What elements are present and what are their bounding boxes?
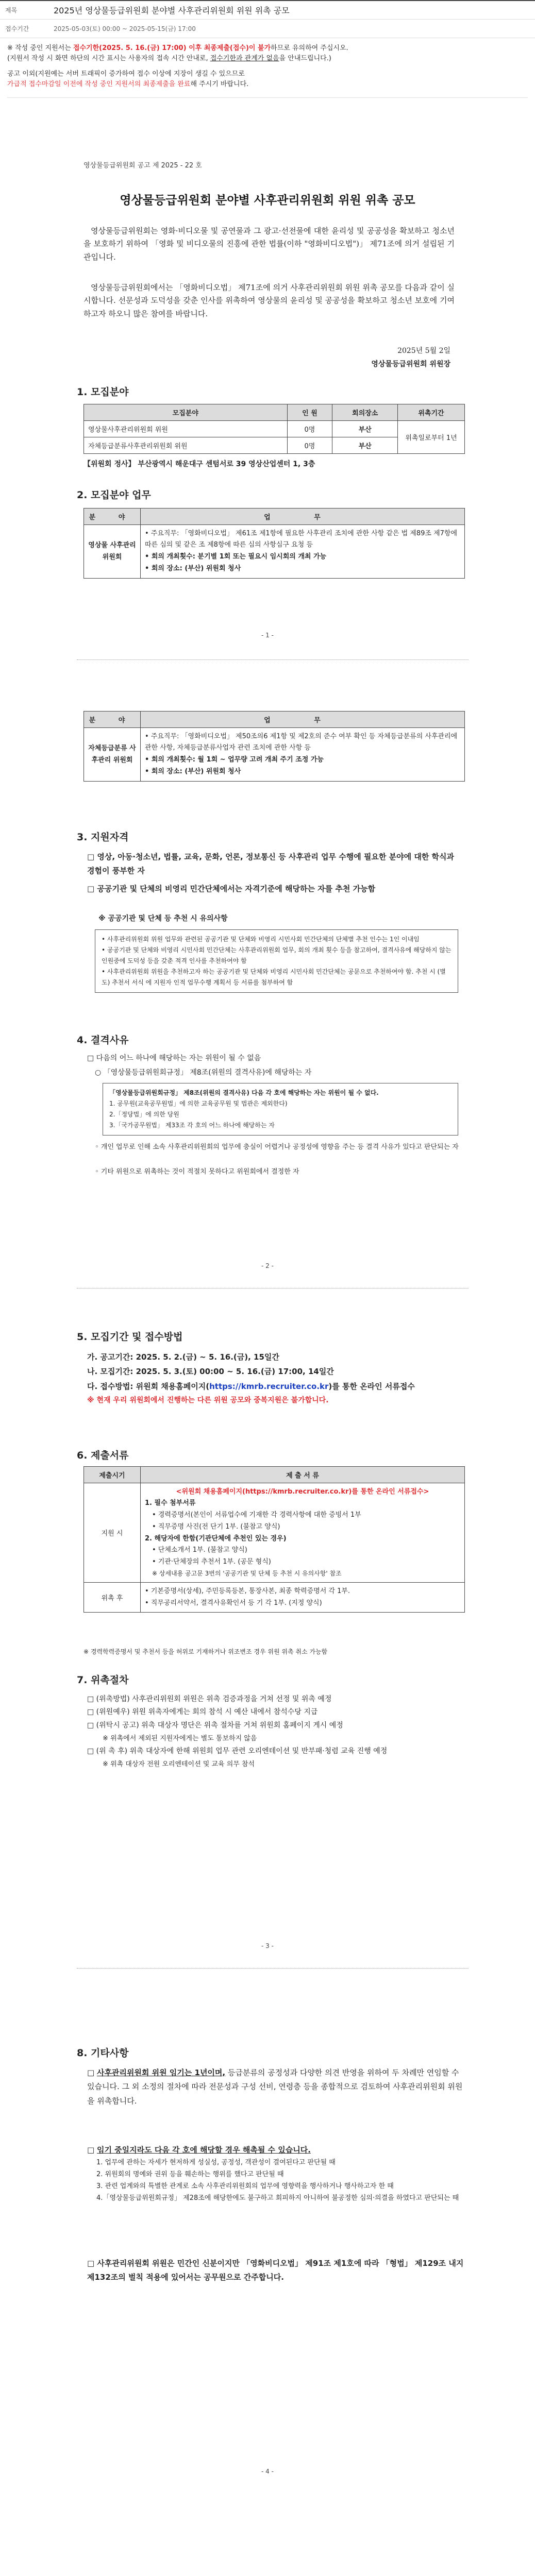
list-item: ※ 위촉 대상자 전원 오리엔테이션 및 교육 의무 참석 [103, 1760, 255, 1769]
etc-3: □ 사후관리위원회 위원은 민간인 신분이지만 「영화비디오법」 제91조 제1호에 따라 「형법」 제129조 내지 제132조의 벌칙 적용에 있어서는 공무원으로 간주합니다. [87, 2258, 464, 2282]
meta-period-key: 접수기간 [5, 25, 29, 32]
list-item: 2. 위원회의 명예와 권위 등을 훼손하는 행위를 했다고 판단될 때 [96, 2171, 284, 2179]
docs-appointed-cell [141, 1582, 465, 1613]
intro-para-1: 영상물등급위원회는 영화·비디오물 및 공연물과 그 광고·선전물에 대한 윤리성 및 공공성을 확보하고 청소년을 보호하기 위하여 「영화 및 비디오물의 진흥에 관한 법률(이하 "영화비디오법")」 제71조에 의거 설립된 기관입니다. [83, 226, 455, 262]
disqualify-3: ◦ 개인 업무로 인해 소속 사후관리위원회의 업무에 충실이 어렵거나 공정성에 영향을 주는 등 결격 사유가 있다고 판단되는 자 [95, 1143, 459, 1151]
th-area: 분 야 [84, 711, 141, 727]
documents-table-head [84, 1466, 465, 1483]
list-item: 1. 공무원(교육공무원법」에 의한 교육공무원 및 법관은 제외한다) [109, 1099, 288, 1107]
page-break [77, 1968, 469, 1969]
meta-period-row [0, 20, 535, 38]
list-item: • 공공기관 및 단체와 비영리 시민사회 민간단체는 사후관리위원회 업무, 회의 개최 횟수 등을 참고하여, 결격사유에 해당하지 않는 인원중에 도덕성 등을 갖춘 적격 인사를 추천하여야 함 [102, 946, 452, 964]
th-period: 위촉기간 [398, 404, 465, 420]
page-number: - 4 - [261, 2467, 274, 2475]
section-5-title: 5. 모집기간 및 접수방법 [77, 1331, 183, 1343]
qualification-2: □ 공공기관 및 단체의 비영리 민간단체에서는 자격기준에 해당하는 자를 추천 가능함 [87, 884, 376, 893]
disqualify-1: □ 다음의 어느 하나에 해당하는 자는 위원이 될 수 없음 [87, 1054, 261, 1062]
doc-dateline [371, 345, 450, 369]
section-7-title: 7. 위촉절차 [77, 1674, 129, 1686]
method-pre: 다. 접수방법: 위원회 채용홈페이지( [87, 1381, 210, 1391]
cell-place: 부산 [332, 437, 398, 453]
th-duty: 업 무 [141, 508, 465, 524]
list-item: 2. 해당자에 한함(기관단체에 추천인 있는 경우) [145, 1534, 287, 1543]
notice-line2-post: 을 안내드립니다.) [279, 55, 331, 63]
schedule-method [87, 1379, 469, 1394]
cell-count: 0명 [287, 420, 332, 437]
th-place: 회의장소 [332, 404, 398, 420]
list-item: • 직무증명 사진(전 단기 1부. (불참고 양식) [152, 1522, 280, 1531]
docs-when-appointed: 위촉 후 [84, 1582, 141, 1613]
duty-table-1 [83, 508, 465, 579]
section-6-title: 6. 제출서류 [77, 1449, 129, 1461]
cell-count: 0명 [287, 437, 332, 453]
list-item: • 주요직무: 「영화비디오법」 제61조 제1항에 필요한 사후관리 조치에 관한 사항 같은 법 제89조 제7항에 따른 심의 및 같은 조 제8항에 따른 심의 사항심구 요청 등 [145, 529, 458, 549]
duty-table-2 [83, 711, 465, 782]
etc-1-rest: 등급분류의 공정성과 다양한 의견 반영을 위하여 두 차례만 연임할 수 있습니다. 그 외 소정의 절차에 따라 전문성과 구성 선비, 연령층 등을 종합적으로 검토하여 사후관리위원회 위원을 위촉합니다. [87, 2067, 463, 2106]
list-item: ※ 위촉에서 제외된 지원자에게는 별도 통보하지 않음 [103, 1735, 257, 1743]
documents-table [83, 1466, 465, 1613]
doc-page-1 [10, 98, 525, 768]
page-number: - 3 - [261, 1942, 274, 1950]
duty-items [141, 727, 465, 781]
doc-title: 영상물등급위원회 분야별 사후관리위원회 위원 위촉 공모 [120, 193, 415, 207]
submission-notice [0, 38, 535, 64]
post-title: 2025년 영상물등급위원회 분야별 사후관리위원회 위원 위촉 공모 [54, 6, 290, 15]
list-item: 1. 필수 첨부서류 [145, 1499, 196, 1507]
duty-label: 자체등급분류 사후관리 위원회 [84, 727, 141, 781]
office-address-note: 【위원회 정사】 부산광역시 해운대구 센텀서로 39 영상산업센터 1, 3층 [83, 460, 315, 468]
etc-2-underline: 임기 중일지라도 다음 각 호에 해당할 경우 해촉될 수 있습니다. [96, 2145, 311, 2155]
disqualify-box-title: 「영상물등급위원회규정」 제8조(위원의 결격사유) 다음 각 호에 해당하는 자는 위원이 될 수 없다. [109, 1089, 379, 1096]
section-8-title: 8. 기타사항 [77, 2047, 129, 2059]
doc-number: 영상물등급위원회 공고 제 2025 - 22 호 [83, 161, 202, 170]
recruit-site-link[interactable]: https://kmrb.recruiter.co.kr [209, 1381, 329, 1391]
list-item: ※ 상세내용 공고문 3번의 '공공기관 및 단체 등 추천 시 유의사항' 참조 [152, 1569, 342, 1577]
cell-field: 자체등급분류사후관리위원회 위원 [84, 437, 288, 453]
list-item: • 기관·단체장의 추천서 1부. (공문 형식) [152, 1558, 271, 1566]
list-item: • 회의 개최횟수: 월 1회 ~ 업무량 고려 개최 주기 조정 가능 [145, 756, 324, 764]
list-item: • 주요직무: 「영화비디오법」 제50조의6 제1항 및 제2호의 준수 여부 확인 등 자체등급분류의 사후관리에 관한 사항, 자체등급분류사업자 관련 조치에 관한 사항 등 [145, 732, 458, 752]
docs-apply-title: <위원회 채용홈페이지(https://kmrb.recruiter.co.kr)를 통한 온라인 서류접수> [176, 1487, 429, 1496]
list-item: • 사후관리위원회 위원 업무와 관련된 공공기관 및 단체와 비영리 시민사회 민간단체의 단체별 추천 인수는 1인 이내임 [102, 935, 420, 943]
documents-note: ※ 경력학력증명서 및 추천서 등을 허위로 기재하거나 위조변조 경우 위원 위촉 취소 가능함 [83, 1648, 328, 1655]
notice-line4-red: 가급적 접수마감일 이전에 작성 중인 지원서의 최종제출을 완료 [7, 80, 191, 89]
cell-field: 영상물사후관리위원회 위원 [84, 420, 288, 437]
notice-line1-pre: ※ 작성 중인 지원서는 [7, 44, 73, 52]
list-item: • 회의 장소: (부산) 위원회 청사 [145, 564, 241, 572]
duty-table-head [84, 711, 465, 727]
qualification-1: □ 영상, 아동·청소년, 법률, 교육, 문화, 언론, 정보통신 등 사후관리 업무 수행에 필요한 분야에 대한 학식과 경험이 풍부한 자 [87, 852, 454, 875]
table-row [84, 1483, 465, 1582]
list-item: • 단체소개서 1부. (불참고 양식) [152, 1546, 247, 1554]
list-item: □ (위 촉 후) 위촉 대상자에 한해 위원회 업무 관련 오리엔테이션 및 반부패·청렴 교육 진행 예정 [87, 1747, 388, 1756]
page-number: - 1 - [261, 631, 274, 639]
table-row [84, 727, 465, 781]
th-count: 인 원 [287, 404, 332, 420]
etc-1-underline: 사후관리위원회 위원 임기는 1년이며, [96, 2067, 226, 2077]
doc-page-2 [10, 680, 525, 1370]
post-period: 2025-05-03(토) 00:00 ~ 2025-05-15(금) 17:00 [54, 25, 196, 32]
cell-place: 부산 [332, 420, 398, 437]
section-3-title: 3. 지원자격 [77, 831, 129, 843]
section-1-title: 1. 모집분야 [77, 386, 129, 398]
list-item: 3. 관련 업계와의 특별한 관계로 소속 사후관리위원회의 업무에 영향력을 행사하거나 행사하고자 한 때 [96, 2182, 394, 2190]
etc-2: □ 임기 중일지라도 다음 각 호에 해당할 경우 해촉될 수 있습니다. 1. 업무에 관하는 자세가 현저하게 성실성, 공정성, 객관성이 결여된다고 판단될 때 2. 위원회의 명예와 권위 등을 훼손하는 행위를 했다고 판단될 때 3. 관련 업계와의 특별한 관계로 소속 사후관리위원회의 업무에 영향력을 행사하거나 행사하고자 한 때 4.「영상물등급위원회규정」 제28조에 해당한에도 불구하고 회피하지 아니하여 불공정한 심의·의결을 하였다고 판단되는 때 [87, 2143, 469, 2205]
recruit-table [83, 404, 465, 454]
recommend-notes-box [95, 929, 458, 993]
doc-date: 2025년 5월 2일 [397, 346, 450, 355]
list-item: 3.「국가공무원법」 제33조 각 호의 어느 하나에 해당하는 자 [109, 1121, 275, 1129]
table-row [84, 1582, 465, 1613]
duty-label: 영상물 사후관리 위원회 [84, 524, 141, 578]
table-row [84, 524, 465, 578]
disqualify-2: ○ 「영상물등급위원회규정」 제8조(위원의 결격사유)에 해당하는 자 [95, 1068, 312, 1077]
th-docs: 제 출 서 류 [141, 1466, 465, 1483]
section-4-title: 4. 결격사유 [77, 1034, 129, 1046]
qualification-note: ※ 공공기관 및 단체 등 추천 시 유의사항 [98, 914, 228, 923]
table-row [84, 420, 465, 437]
page-break [77, 1288, 469, 1289]
meta-title-row [0, 1, 535, 20]
notice-line1-post: 하므로 유의하여 주십시오. [271, 44, 348, 52]
doc-page-4 [10, 2014, 525, 2530]
recruit-table-head [84, 404, 465, 420]
schedule-block [87, 1350, 469, 1408]
docs-when-apply: 지원 시 [84, 1483, 141, 1582]
th-area: 분 야 [84, 508, 141, 524]
page-number: - 2 - [261, 1262, 274, 1269]
th-duty: 업 무 [141, 711, 465, 727]
section-2-title: 2. 모집분야 업무 [77, 489, 151, 501]
post-meta [0, 0, 535, 38]
cell-period: 위촉일로부터 1년 [398, 420, 465, 453]
list-item: • 사후관리위원회 위원을 추천하고자 하는 공공기관 및 단체와 비영리 시민사회 민간단체는 공문으로 추천하여야 함. 추천 시 (별도) 추천서 서식 에 지원자 인적 업무수행 계획서 등 서류를 첨부하여 함 [102, 968, 446, 986]
th-when: 제출시기 [84, 1466, 141, 1483]
page-break [77, 659, 469, 660]
list-item: • 회의 장소: (부산) 위원회 청사 [145, 767, 241, 775]
traffic-notice [0, 64, 535, 97]
notice-line2-pre: (지원서 작성 시 화면 하단의 시간 표시는 사용자의 접속 시간 안내로, [7, 55, 210, 63]
notice-line3: 공고 이외(지원예는 서버 트래픽이 증가하여 접수 이상에 지장이 생길 수 있으므로 [7, 70, 245, 78]
duplicate-warning: ※ 현재 우리 위원회에서 진행하는 다른 위원 공모와 중복지원은 불가합니다. [87, 1396, 329, 1405]
notice-line1-red: 접수기한(2025. 5. 16.(금) 17:00) 이후 최종제출(접수)이 불가 [73, 44, 271, 52]
intro-para-2: 영상물등급위원회에서는 「영화비디오법」 제71조에 의거 사후관리위원회 위원 위촉 공모를 다음과 같이 실시합니다. 선문성과 도덕성을 갖춘 인사를 위촉하여 영상물의 윤리성 및 공공성을 확보하고 청소년 보호에 기여하고자 하오니 많은 참여를 바랍니다. [83, 282, 455, 319]
list-item: □ (위원예우) 위원 위촉자에게는 회의 참석 시 예산 내에서 참석수당 지급 [87, 1708, 318, 1717]
duty-table-head [84, 508, 465, 524]
list-item: • 직무공리서약서, 결격사유확인서 등 기 각 1부. (지정 양식) [145, 1599, 322, 1607]
schedule-recruit-period: 나. 모집기간: 2025. 5. 3.(토) 00:00 ~ 5. 16.(금) 17:00, 14일간 [87, 1367, 334, 1377]
th-field: 모집분야 [84, 404, 288, 420]
doc-org: 영상물등급위원회 위원장 [371, 360, 450, 368]
list-item: 4.「영상물등급위원회규정」 제28조에 해당한에도 불구하고 회피하지 아니하여 불공정한 심의·의결을 하였다고 판단되는 때 [96, 2194, 459, 2202]
list-item: □ (위탁시 공고) 위촉 대상자 명단은 위촉 절차를 거쳐 위원회 홈페이지 게시 예정 [87, 1721, 343, 1730]
schedule-notice-period: 가. 공고기간: 2025. 5. 2.(금) ~ 5. 16.(금), 15일간 [87, 1352, 279, 1362]
method-post: )를 통한 온라인 서류접수 [328, 1381, 415, 1391]
list-item: • 기본증명서(상세), 주민등록등본, 통장사본, 최종 학력증명서 각 1부. [145, 1587, 350, 1595]
list-item: 2.「정당법」에 의한 당원 [109, 1110, 179, 1118]
list-item: □ (위촉방법) 사후관리위원회 위원은 위촉 검증과정을 거쳐 선정 및 위촉 예정 [87, 1694, 332, 1703]
disqualify-box [103, 1083, 458, 1136]
list-item: • 경력증명서(본인이 서류업수에 기재한 각 경력사항에 대한 증빙서 1부 [152, 1511, 361, 1519]
disqualify-4: ◦ 기타 위원으로 위촉하는 것이 적절치 못하다고 위원회에서 결정한 자 [95, 1167, 299, 1176]
notice-line2-underline: 접수기한과 관계가 없음 [210, 55, 279, 63]
docs-apply-cell [141, 1483, 465, 1582]
meta-title-key: 제목 [5, 7, 18, 14]
procedure-list [87, 1693, 469, 1771]
list-item: • 회의 개최횟수: 분기별 1회 또는 필요시 임시회의 개최 가능 [145, 553, 327, 561]
list-item: 1. 업무에 관하는 자세가 현저하게 성실성, 공정성, 객관성이 결여된다고 판단될 때 [96, 2159, 336, 2167]
notice-line4-post: 해 주시기 바랍니다. [190, 80, 249, 89]
etc-1: □ 사후관리위원회 위원 임기는 1년이며, 등급분류의 공정성과 다양한 의견 반영을 위하여 두 차례만 연임할 수 있습니다. 그 외 소정의 절차에 따라 전문성과 구성 선비, 연령층 등을 종합적으로 검토하여 사후관리위원회 위원을 위촉합니다. [87, 2067, 463, 2106]
duty-items [141, 524, 465, 578]
